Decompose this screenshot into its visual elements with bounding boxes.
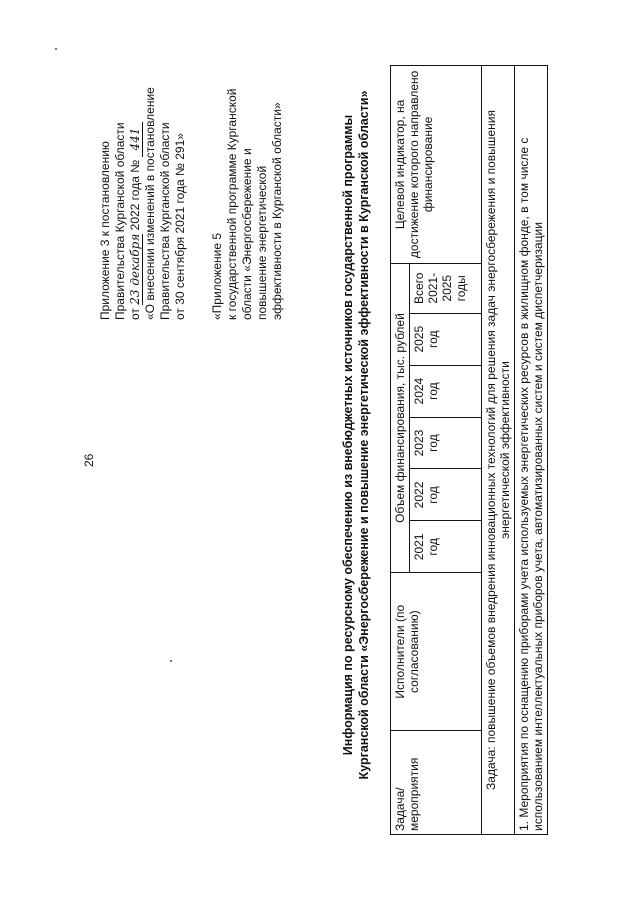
task-cell: Задача: повышение объемов внедрения инновационных технологий для решения задач энергосбережения и повышения энергетической эффективности [482,66,515,835]
header-executors: Исполнители (по согласованию) [391,573,482,731]
scan-speck [55,48,57,50]
year-2024: 2024 год [410,365,482,417]
handwritten-date: 23 декабря [128,233,142,305]
appendix3-date-mid: 2022 года № [128,159,142,231]
header-target-indicator: Целевой индикатор, на достижение которого направлено финансирование [391,66,482,264]
task-row [482,66,515,835]
title-line2: Курганской области «Энергосбережение и повышение энергетической эффективности в Курганской области» [357,90,371,780]
scan-speck [170,660,172,662]
appendix5-line3: области «Энергосбережение и [240,148,254,320]
header-funding: Объем финансирования, тыс. рублей [391,263,410,573]
appendix-5-header [210,20,285,320]
appendix3-line4: «О внесении изменений в постановление [143,87,157,320]
funding-table [390,65,548,835]
appendix-3-header [98,20,188,320]
year-total: Всего 2021-2025 годы [410,263,482,313]
appendix5-line1: «Приложение 5 [210,232,224,320]
appendix3-line2: Правительства Курганской области [113,122,127,320]
appendix3-line6: от 30 сентября 2021 года № 291» [173,133,187,320]
year-2021: 2021 год [410,521,482,573]
year-2025: 2025 год [410,313,482,365]
appendix3-line5: Правительства Курганской области [158,122,172,320]
appendix5-line2: к государственной программе Курганской [225,88,239,320]
year-2022: 2022 год [410,469,482,521]
appendix3-date-prefix: от [128,308,142,320]
activity-cell: 1. Мероприятия по оснащению приборами учета используемых энергетических ресурсов в жилищном фонде, в том числе с использованием интеллектуальных приборов учета, автоматизированных систем и систем диспетчеризации [515,66,548,835]
year-2023: 2023 год [410,417,482,469]
appendix3-line1: Приложение 3 к постановлению [98,141,112,320]
title-line1: Информация по ресурсному обеспечению из внебюджетных источников государственной программы [341,114,355,756]
page-number: 26 [82,453,96,467]
header-row-1 [391,66,410,835]
document-title [340,35,372,835]
handwritten-number: 441 [128,122,143,157]
header-task: Задача/мероприятия [391,731,482,835]
appendix3-line3 [128,20,143,320]
appendix5-line5: эффективности в Курганской области» [270,102,284,320]
activity-row [515,66,548,835]
appendix5-line4: повышение энергетической [255,165,269,320]
